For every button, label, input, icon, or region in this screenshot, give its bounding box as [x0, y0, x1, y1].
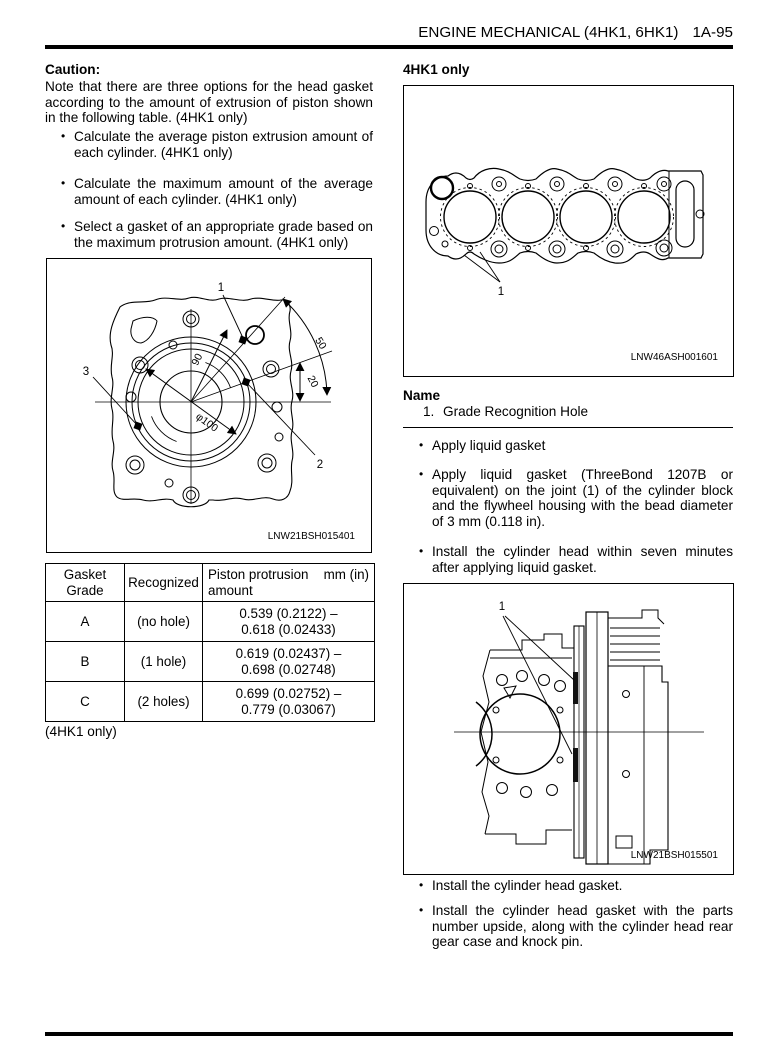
bullet-text: Install the cylinder head gasket.: [432, 878, 623, 893]
footer-rule: [45, 1032, 733, 1036]
figure-cylinder-block-flywheel-housing: [403, 583, 734, 875]
bullet-item: [403, 878, 733, 894]
figure-head-gasket-grade-diagram: [46, 258, 372, 553]
range-cell: 0.699 (0.02752) – 0.779 (0.03067): [203, 682, 375, 722]
bullet-text: Calculate the average piston extrusion amount of each cylinder. (4HK1 only): [74, 129, 373, 160]
bullet-marker: •: [419, 544, 424, 558]
bullet-item: [403, 467, 733, 529]
bullet-item: [403, 438, 733, 454]
bullet-marker: •: [61, 219, 66, 233]
dim-label-diameter-100: φ100: [193, 410, 221, 435]
table-row: [46, 642, 375, 682]
table-row: [46, 602, 375, 642]
name-item-number: 1.: [423, 404, 435, 419]
recognized-cell: (1 hole): [125, 642, 203, 682]
head-gasket-drawing: [404, 86, 730, 373]
header-gasket-grade: Gasket Grade: [46, 564, 125, 602]
callout-1-label: 1: [497, 286, 505, 298]
grade-cell: C: [46, 682, 125, 722]
page-header: [418, 25, 733, 41]
bullet-item: [45, 129, 373, 160]
header-title: ENGINE MECHANICAL (4HK1, 6HK1): [418, 24, 679, 41]
grade-cell: A: [46, 602, 125, 642]
cylinder-block-drawing: [404, 584, 730, 871]
bullet-text: Select a gasket of an appropriate grade based on the maximum protrusion amount. (4HK1 only): [74, 219, 373, 250]
table-row: [46, 682, 375, 722]
bullet-text: Install the cylinder head within seven minutes after applying liquid gasket.: [432, 544, 733, 575]
section-divider: [403, 427, 733, 428]
gasket-grade-table: [45, 563, 375, 722]
table-note: (4HK1 only): [45, 724, 117, 739]
table-header-row: [46, 564, 375, 602]
dim-label-90: 90: [189, 351, 206, 368]
figure-head-gasket-top-view: [403, 85, 734, 377]
header-recognized: Recognized: [125, 564, 203, 602]
range-cell: 0.539 (0.2122) – 0.618 (0.02433): [203, 602, 375, 642]
dim-label-50: 50: [312, 335, 329, 352]
grade-cell: B: [46, 642, 125, 682]
callout-3-label: 3: [82, 366, 90, 378]
callout-2-label: 2: [316, 459, 324, 471]
bullet-marker: •: [61, 176, 66, 190]
recognized-cell: (2 holes): [125, 682, 203, 722]
bullet-item: [45, 176, 373, 207]
recognized-cell: (no hole): [125, 602, 203, 642]
bullet-text: Apply liquid gasket: [432, 438, 546, 453]
bullet-marker: •: [419, 467, 424, 481]
name-list-item: [403, 404, 753, 420]
caution-heading: Caution:: [45, 62, 101, 77]
bullet-text: Apply liquid gasket (ThreeBond 1207B or equivalent) on the joint (1) of the cylinder block and the flywheel housing with the bead diameter of 3 mm (0.118 in).: [432, 467, 733, 529]
figure-code: LNW21BSH015501: [630, 850, 718, 861]
figure-code: LNW46ASH001601: [630, 352, 718, 363]
callout-1-label: 1: [498, 601, 506, 613]
gasket-grade-drawing: [47, 259, 368, 549]
caution-paragraph: Note that there are three options for the head gasket according to the amount of extrusion of piston shown in the following table. (4HK1 only): [45, 79, 373, 126]
bullet-item: [403, 544, 733, 575]
dim-label-20: 20: [304, 373, 321, 390]
section-heading: 4HK1 only: [403, 62, 470, 77]
bullet-marker: •: [419, 878, 424, 892]
bullet-marker: •: [61, 129, 66, 143]
bullet-text: Install the cylinder head gasket with the parts number upside, along with the cylinder head rear gear case and knock pin.: [432, 903, 733, 950]
range-cell: 0.619 (0.02437) – 0.698 (0.02748): [203, 642, 375, 682]
page-number: 1A-95: [692, 24, 733, 41]
header-piston-protrusion: Piston protrusion mm (in) amount: [203, 564, 375, 602]
figure-code: LNW21BSH015401: [267, 531, 355, 542]
bullet-marker: •: [419, 903, 424, 917]
name-item-text: Grade Recognition Hole: [443, 404, 589, 419]
callout-1-label: 1: [217, 282, 225, 294]
header-rule: [45, 45, 733, 49]
bullet-marker: •: [419, 438, 424, 452]
name-heading: Name: [403, 388, 441, 403]
bullet-text: Calculate the maximum amount of the average amount of each cylinder. (4HK1 only): [74, 176, 373, 207]
bullet-item: [403, 903, 733, 950]
bullet-item: [45, 219, 373, 250]
